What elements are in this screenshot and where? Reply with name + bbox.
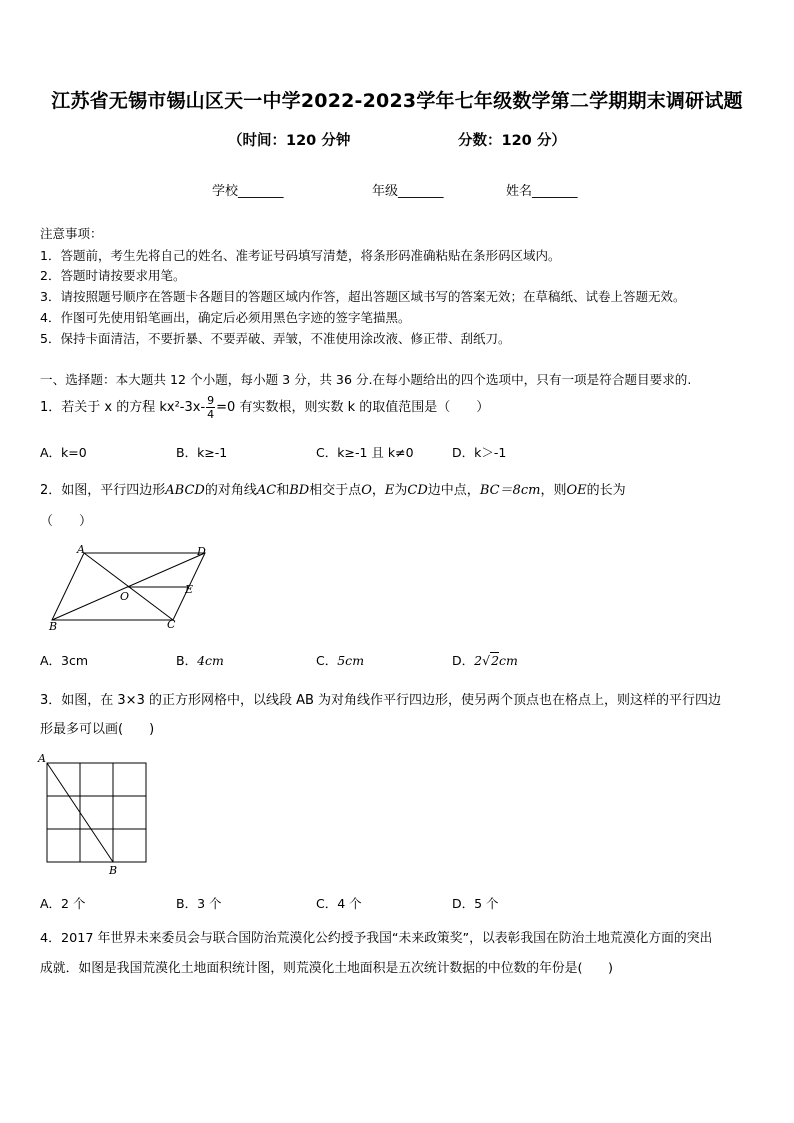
q2-math-abcd: ABCD [165,483,205,498]
exam-score: 分数：120 分） [458,133,566,149]
q3-option-d: D．5 个 [452,896,499,911]
option-prefix: B． [176,653,198,668]
q3-option-a: A．2 个 [40,896,86,911]
note-item: 5．保持卡面清洁，不要折暴、不要弄破、弄皱，不准使用涂改液、修正带、刮纸刀。 [40,331,511,346]
q3-option-c: C．4 个 [316,896,362,911]
q2-math-bd: BD [289,483,310,498]
grade-field: 年级_______ [372,184,444,199]
vertex-label-b: B [49,620,58,632]
question-1-stem [40,392,489,424]
q2-text: 边中点， [427,483,480,498]
question-2-stem [40,479,626,498]
note-item: 4．作图可先使用铅笔画出，确定后必须用黑色字迹的签字笔描黑。 [40,310,411,325]
q1-option-b: B．k≥-1 [176,445,228,460]
point-label-o: O [120,590,130,603]
point-label-a: A [38,752,46,765]
q2-text: 和 [276,483,290,498]
q2-option-c [316,651,364,669]
q2-parallelogram-figure [40,540,220,632]
q1-fraction-denominator: 4 [207,408,215,421]
note-item: 3．请按照题号顺序在答题卡各题目的答题区域内作答，超出答题区域书写的答案无效；在草稿纸、试卷上答题无效。 [40,289,686,304]
q1-option-c: C．k≥-1 且 k≠0 [316,445,414,460]
q1-text-pre: 1．若关于 x 的方程 kx²-3x- [40,400,206,415]
radical-sign: √ [482,653,491,668]
vertex-label-d: D [197,545,206,558]
q2-text: 为 [394,483,408,498]
question-3-line-1: 3．如图，在 3×3 的正方形网格中，以线段 AB 为对角线作平行四边形，使另两个顶点也在格点上，则这样的平行四边 [40,693,722,708]
q2-option-a: A．3cm [40,653,89,668]
option-unit: cm [499,653,518,668]
q1-fraction-numerator: 9 [207,394,215,407]
q1-fraction [206,394,215,421]
q2-math-bc: BC＝8cm [479,483,541,498]
name-field: 姓名_______ [506,184,578,199]
radical-coefficient: 2 [474,653,483,668]
grid-3x3 [47,763,146,862]
vertex-label-a: A [77,543,85,556]
point-label-e: E [185,583,194,596]
q2-text: 的长为 [586,483,626,498]
q2-answer-paren: （ ） [40,514,93,529]
option-value: 5cm [337,653,365,668]
note-item: 1．答题前，考生先将自己的姓名、准考证号码填写清楚，将条形码准确粘贴在条形码区域内。 [40,248,561,263]
q1-option-d: D．k＞-1 [452,445,507,460]
q2-text: ，则 [540,483,567,498]
notes-heading: 注意事项： [40,226,103,241]
q2-text: 相交于点 [309,483,362,498]
page-title: 江苏省无锡市锡山区天一中学2022-2023学年七年级数学第二学期期末调研试题 [51,90,743,112]
q1-option-a: A．k=0 [40,445,87,460]
q1-text-post: =0 有实数根，则实数 k 的取值范围是（ ） [216,400,490,415]
option-value: 4cm [197,653,224,668]
q2-math-ac: AC [256,483,277,498]
note-item: 2．答题时请按要求用笔。 [40,268,186,283]
exam-time: （时间：120 分钟 [228,133,351,149]
point-label-b: B [109,864,118,877]
q2-math-o: O [361,483,372,498]
vertex-label-c: C [167,618,176,631]
section-heading: 一、选择题：本大题共 12 个小题，每小题 3 分，共 36 分.在每小题给出的四个选项中，只有一项是符合题目要求的. [40,372,692,387]
radicand: 2 [491,653,500,668]
option-prefix: D． [452,653,475,668]
q2-text: 2．如图，平行四边形 [40,483,166,498]
school-field: 学校_______ [212,184,284,199]
q2-text: 的对角线 [204,483,257,498]
option-prefix: C． [316,653,338,668]
question-3-line-2: 形最多可以画( ) [40,722,155,737]
question-4-line-1: 4．2017 年世界未来委员会与联合国防治荒漠化公约授予我国“未来政策奖”，以表彰我国在防治土地荒漠化方面的突出 [40,931,713,946]
q2-option-d [452,651,518,669]
question-4-line-2: 成就．如图是我国荒漠化土地面积统计图，则荒漠化土地面积是五次统计数据的中位数的年份是( ) [40,961,614,976]
q2-math-cd: CD [407,483,428,498]
q2-text: ， [371,483,385,498]
q2-math-oe: OE [566,483,587,498]
q3-option-b: B．3 个 [176,896,222,911]
q2-math-e: E [384,483,395,498]
q3-grid-figure [36,748,156,878]
q2-option-b [176,651,224,669]
